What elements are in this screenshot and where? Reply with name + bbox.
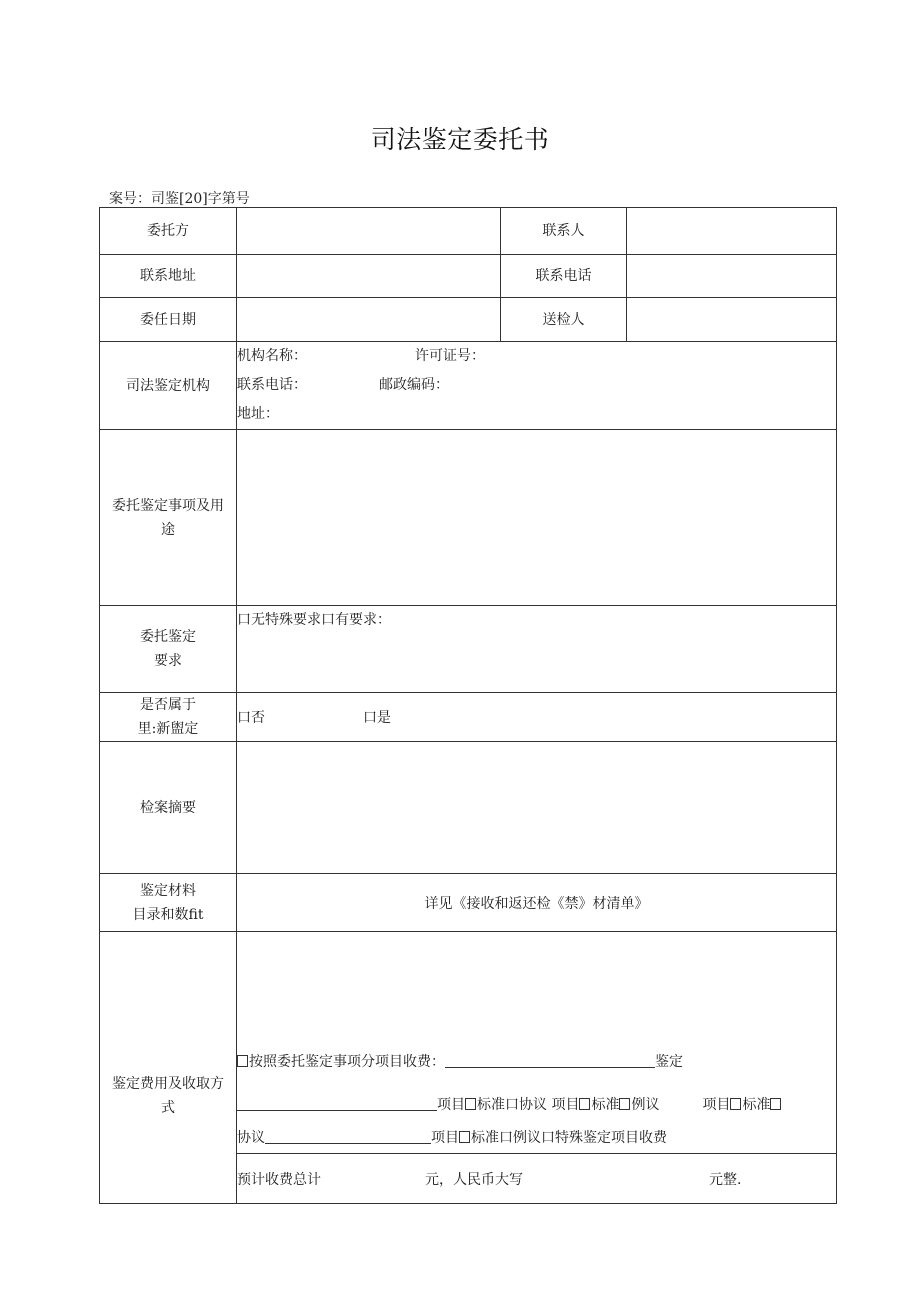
reidentify-label-line2: 里:新盥定 <box>137 721 199 737</box>
contact-phone-field[interactable] <box>627 255 837 298</box>
fees-by-item-label: 按照委托鉴定事项分项目收费： <box>249 1054 445 1070</box>
row-fees <box>100 932 837 1154</box>
matters-label-line2: 途 <box>161 521 175 538</box>
fee-total-field[interactable] <box>237 1154 837 1204</box>
reidentify-no-option[interactable]: 口否 <box>237 710 265 726</box>
checkbox-icon[interactable] <box>579 1098 590 1110</box>
contact-address-label: 联系地址 <box>100 255 237 298</box>
institution-label: 司法鉴定机构 <box>100 342 237 430</box>
contact-address-field[interactable] <box>237 255 501 298</box>
materials-value: 详见《接收和返还检《禁》材清单》 <box>237 874 837 932</box>
materials-label-line1: 鉴定材料 <box>140 882 196 899</box>
reidentify-label <box>100 693 237 742</box>
fees-field[interactable] <box>237 932 837 1154</box>
contact-person-field[interactable] <box>627 208 837 255</box>
requirements-label-line2: 要求 <box>154 653 182 669</box>
matters-label-line1: 委托鉴定事项及用 <box>112 497 224 514</box>
row-materials <box>100 874 837 932</box>
row-matters <box>100 430 837 606</box>
fees-standard-label-2: 标准 <box>591 1097 620 1113</box>
contact-person-label: 联系人 <box>501 208 627 255</box>
entrust-date-label: 委任日期 <box>100 298 237 342</box>
contact-phone-label: 联系电话 <box>501 255 627 298</box>
checkbox-icon[interactable] <box>459 1131 470 1143</box>
row-requirements <box>100 606 837 693</box>
reidentify-field <box>237 693 837 742</box>
fees-item-label: 项目 <box>437 1097 465 1113</box>
materials-label-line2: 目录和数fit <box>132 906 204 923</box>
fees-agreement-label: 协议 <box>237 1130 265 1146</box>
checkbox-icon[interactable] <box>465 1098 476 1110</box>
fees-standard-label: 标准 <box>477 1097 505 1113</box>
fee-total-end-label: 元整. <box>709 1171 742 1188</box>
institution-name-label: 机构名称： <box>237 348 307 364</box>
fees-standard-label-3: 标准 <box>742 1097 771 1113</box>
fees-special-label: 标准口例议口特殊鉴定项目收费 <box>471 1130 667 1146</box>
reidentify-label-line1: 是否属于 <box>140 697 196 713</box>
row-entrust-date <box>100 298 837 342</box>
checkbox-icon[interactable] <box>730 1098 741 1110</box>
materials-label <box>100 874 237 932</box>
client-label: 委托方 <box>100 208 237 255</box>
checkbox-icon[interactable] <box>619 1098 630 1110</box>
submitter-field[interactable] <box>627 298 837 342</box>
summary-field[interactable] <box>237 742 837 874</box>
row-reidentify <box>100 693 837 742</box>
row-institution <box>100 342 837 430</box>
client-field[interactable] <box>237 208 501 255</box>
fees-label-line1: 鉴定费用及收取方 <box>112 1075 224 1092</box>
fee-total-label: 预计收费总计 <box>237 1171 321 1188</box>
postcode-label: 邮政编码： <box>379 377 449 393</box>
row-contact-address <box>100 255 837 298</box>
fees-agreement-item-label: 口协议 项目 <box>505 1097 580 1113</box>
document-title: 司法鉴定委托书 <box>370 125 550 154</box>
row-summary <box>100 742 837 874</box>
institution-phone-label: 联系电话： <box>237 377 307 393</box>
fees-label <box>100 932 237 1204</box>
fees-item-label-3: 项目 <box>431 1130 459 1146</box>
submitter-label: 送检人 <box>501 298 627 342</box>
requirements-label <box>100 606 237 693</box>
license-number-label: 许可证号： <box>415 348 485 364</box>
institution-field[interactable] <box>237 342 837 430</box>
fee-total-rmb-label: 元，人民币大写 <box>425 1171 523 1188</box>
checkbox-icon[interactable] <box>237 1055 248 1067</box>
fees-item-blank[interactable] <box>445 1052 655 1068</box>
entrustment-form-table <box>99 207 837 1204</box>
matters-field[interactable] <box>237 430 837 606</box>
reidentify-yes-option[interactable]: 口是 <box>363 710 391 726</box>
fees-example-label: 例议 <box>631 1097 660 1113</box>
no-special-requirement-option[interactable]: 口无特殊要求 <box>237 612 321 628</box>
checkbox-icon[interactable] <box>770 1098 781 1110</box>
fees-label-line2: 式 <box>161 1099 175 1116</box>
has-requirement-option[interactable]: 口有要求： <box>321 612 391 628</box>
fees-identify-label: 鉴定 <box>655 1054 683 1070</box>
case-number: 案号：司鉴[20]字第号 <box>109 191 250 207</box>
fees-item-blank-2[interactable] <box>237 1095 437 1111</box>
row-client <box>100 208 837 255</box>
summary-label: 检案摘要 <box>100 742 237 874</box>
fees-item-blank-3[interactable] <box>265 1128 431 1144</box>
institution-address-label: 地址： <box>237 406 279 422</box>
requirements-label-line1: 委托鉴定 <box>140 629 196 645</box>
fees-item-label-2: 项目 <box>702 1097 731 1113</box>
requirements-field[interactable] <box>237 606 837 693</box>
entrust-date-field[interactable] <box>237 298 501 342</box>
matters-label <box>100 430 237 606</box>
